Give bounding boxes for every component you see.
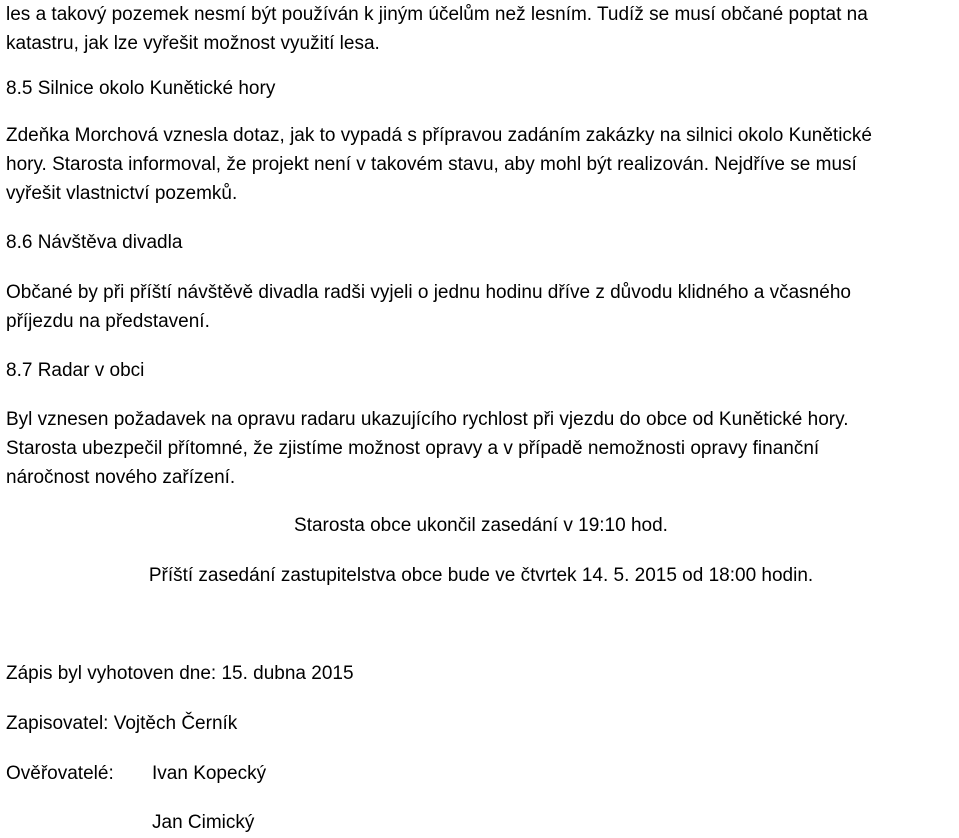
section-heading-8-6: 8.6 Návštěva divadla bbox=[6, 232, 183, 253]
verifier-name-2: Jan Cimický bbox=[152, 812, 255, 833]
verifier-name-1: Ivan Kopecký bbox=[152, 763, 267, 784]
meeting-end-statement: Starosta obce ukončil zasedání v 19:10 hod. bbox=[294, 515, 668, 536]
intro-line-1: les a takový pozemek nesmí být používán k jiným účelům než lesním. Tudíž se musí občané poptat na bbox=[6, 4, 868, 25]
section-heading-8-5: 8.5 Silnice okolo Kunětické hory bbox=[6, 78, 276, 99]
next-meeting-statement: Příští zasedání zastupitelstva obce bude ve čtvrtek 14. 5. 2015 od 18:00 hodin. bbox=[148, 565, 814, 586]
section-heading-8-7: 8.7 Radar v obci bbox=[6, 360, 145, 381]
intro-line-2: katastru, jak lze vyřešit možnost využití lesa. bbox=[6, 33, 380, 54]
section-8-7-line-2: Starosta ubezpečil přítomné, že zjistíme možnost opravy a v případě nemožnosti opravy finanční bbox=[6, 438, 820, 459]
section-8-7-line-3: náročnost nového zařízení. bbox=[6, 467, 236, 488]
section-8-6-line-1: Občané by při příští návštěvě divadla radši vyjeli o jednu hodinu dříve z důvodu klidného a včasného bbox=[6, 282, 851, 303]
prepared-date: Zápis byl vyhotoven dne: 15. dubna 2015 bbox=[6, 663, 354, 684]
section-8-6-line-2: příjezdu na představení. bbox=[6, 311, 210, 332]
verifiers-label: Ověřovatelé: bbox=[6, 763, 114, 784]
section-8-5-line-3: vyřešit vlastnictví pozemků. bbox=[6, 183, 238, 204]
section-8-7-line-1: Byl vznesen požadavek na opravu radaru ukazujícího rychlost při vjezdu do obce od Kunětické hory. bbox=[6, 409, 849, 430]
section-8-5-line-1: Zdeňka Morchová vznesla dotaz, jak to vypadá s přípravou zadáním zakázky na silnici okolo Kunětické bbox=[6, 125, 873, 146]
section-8-5-line-2: hory. Starosta informoval, že projekt není v takovém stavu, aby mohl být realizován. Nejdříve se musí bbox=[6, 154, 857, 175]
recorder: Zapisovatel: Vojtěch Černík bbox=[6, 713, 238, 734]
